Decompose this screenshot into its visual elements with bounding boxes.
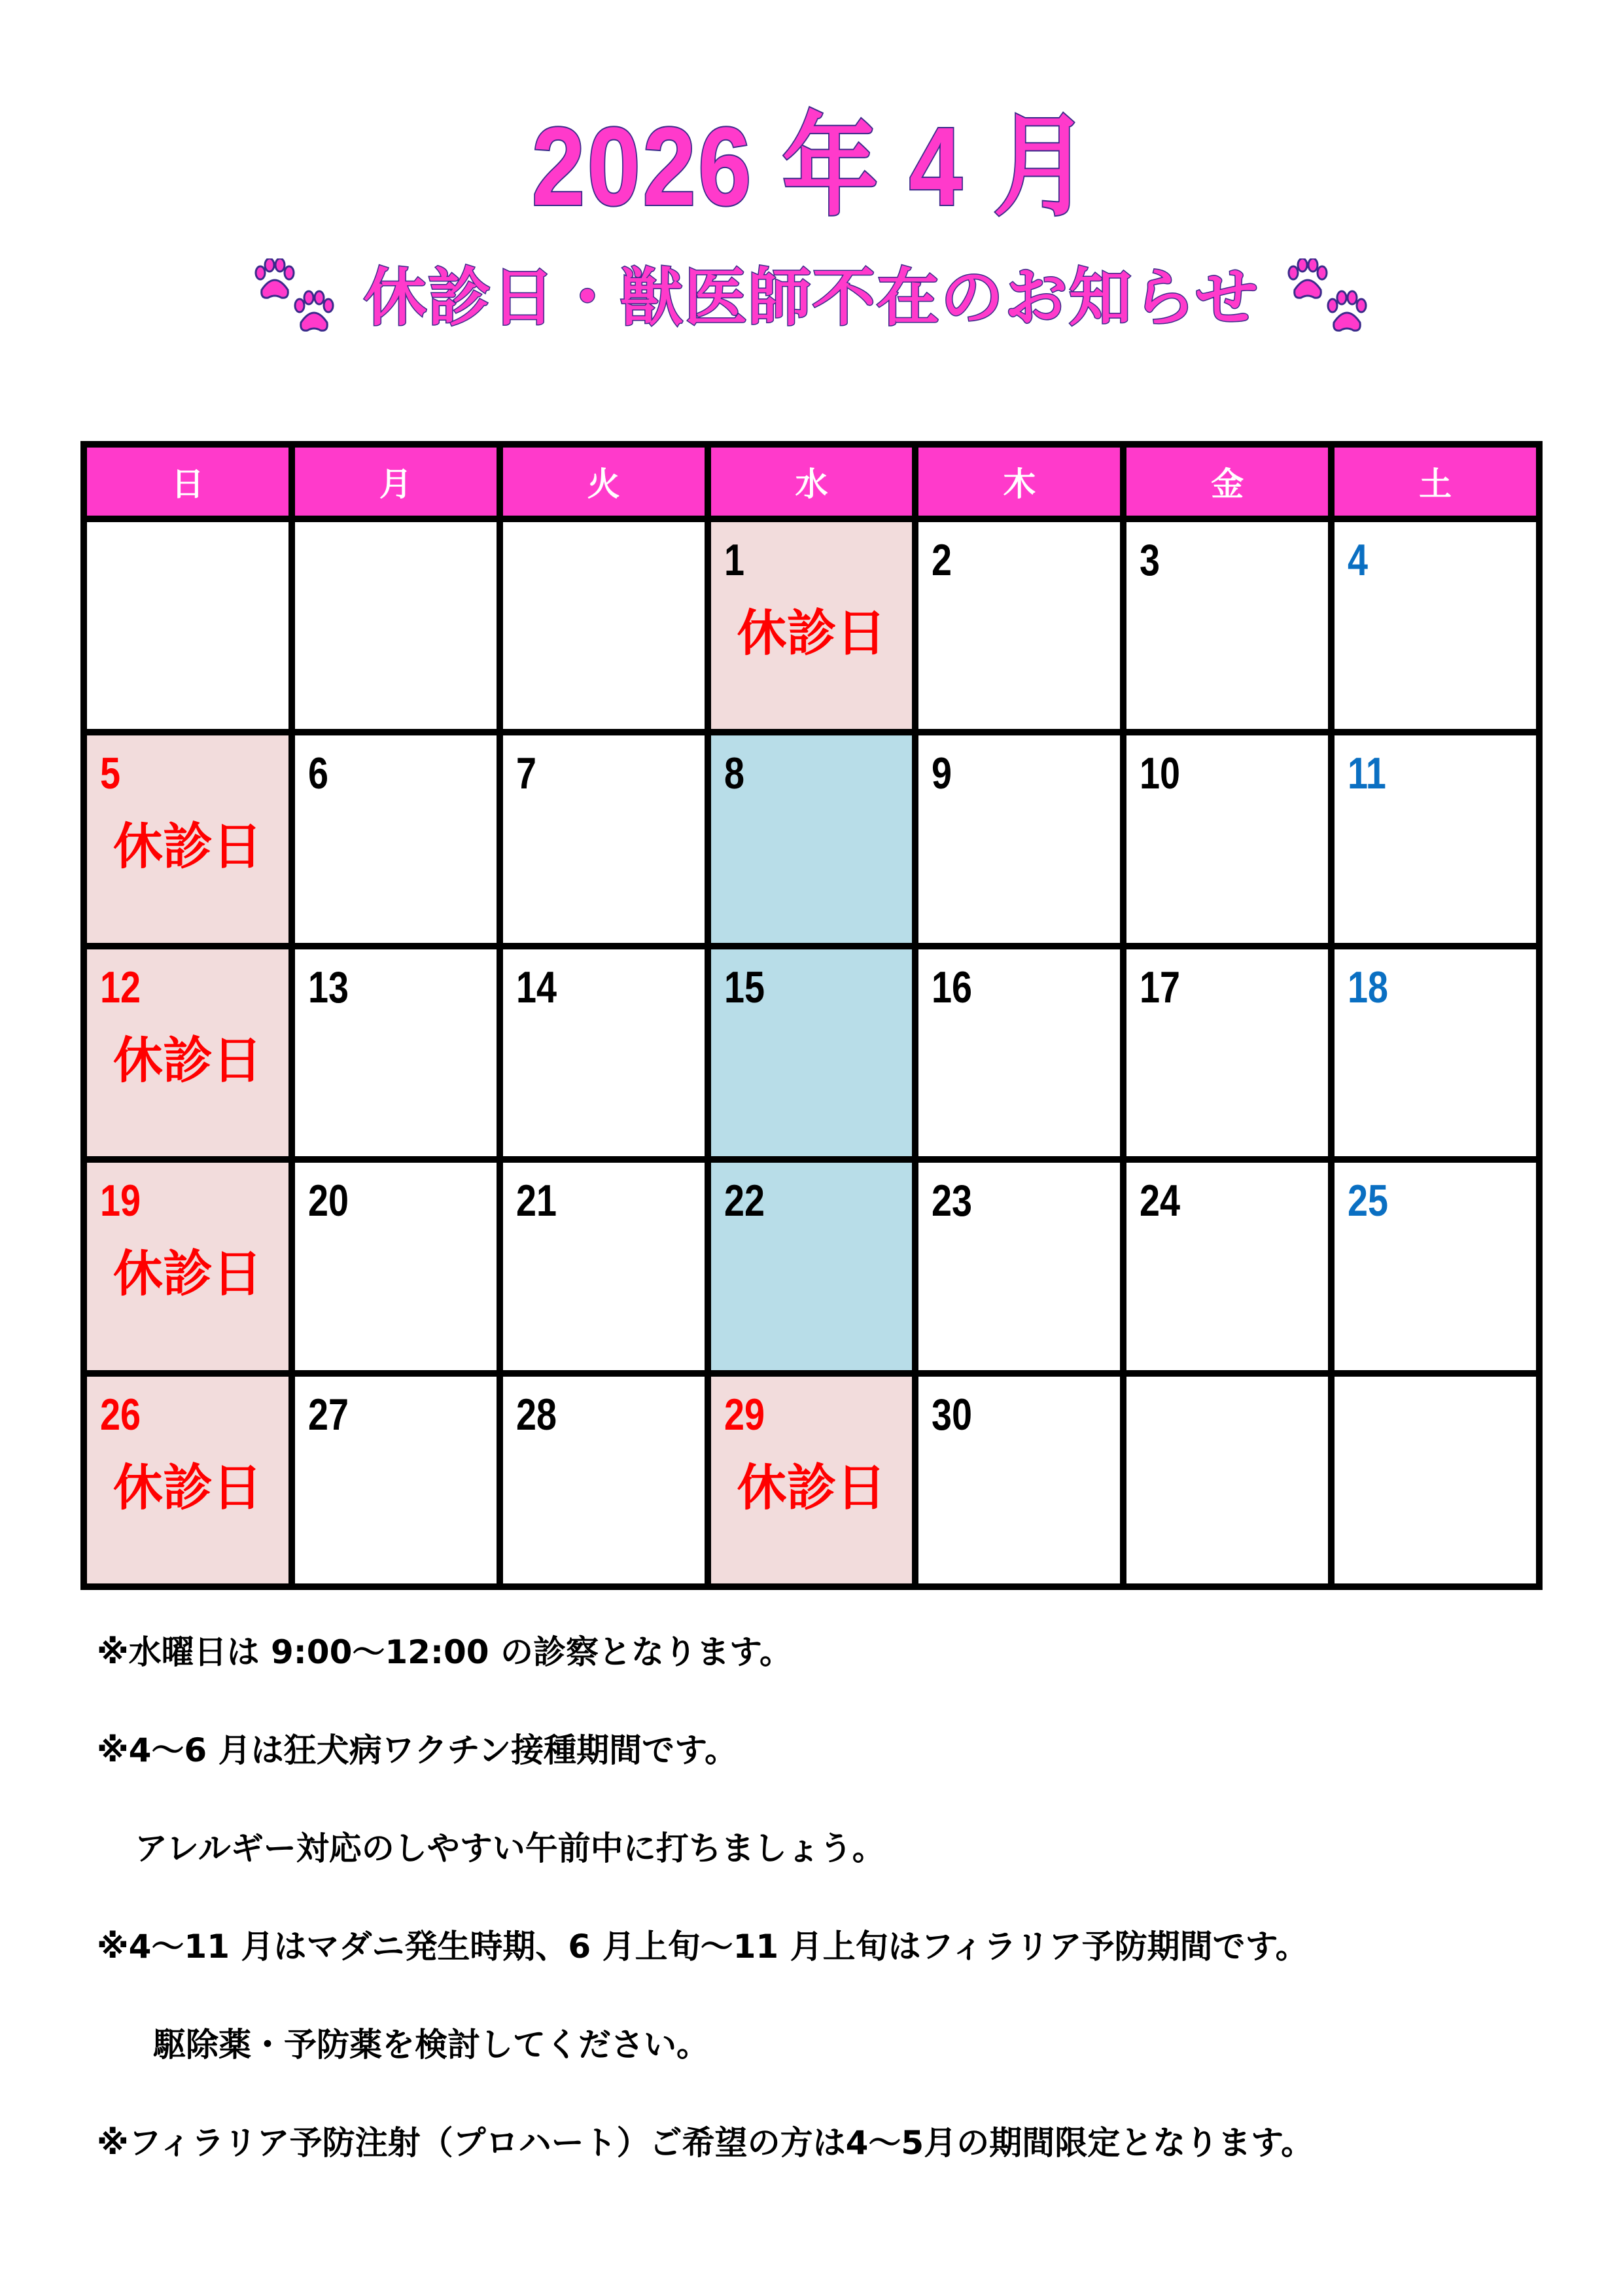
day-number: 16 [932,962,973,1012]
calendar-day-cell [711,1163,913,1369]
day-number: 3 [1140,535,1161,585]
calendar-day-cell [1126,949,1328,1156]
day-number: 22 [724,1176,765,1226]
page-subtitle: 休診日・獣医師不在のお知らせ [363,261,1260,334]
weekday-header-fri: 金 [1126,448,1328,516]
day-number: 9 [932,749,952,799]
calendar-day-cell [918,1163,1120,1369]
day-number: 25 [1348,1176,1389,1226]
subtitle-row [0,252,1623,344]
day-number: 2 [932,535,952,585]
day-number: 5 [100,749,121,799]
day-number: 1 [724,535,744,585]
calendar-day-cell [1126,735,1328,942]
weekday-header-sun: 日 [87,448,288,516]
closed-day-label: 休診日 [737,604,886,662]
calendar-day-cell [503,1163,705,1369]
note-line: ※4～11 月はマダニ発生時期、6 月上旬～11 月上旬はフィラリア予防期間です。 [97,1928,1308,1966]
note-line: アレルギー対応のしやすい午前中に打ちましょう。 [135,1829,885,1867]
closed-day-label: 休診日 [113,1245,262,1303]
day-number: 6 [307,749,328,799]
day-number: 14 [515,962,557,1012]
weekday-header-sat: 土 [1335,448,1536,516]
day-number: 4 [1348,535,1369,585]
calendar-empty-cell [1335,1377,1536,1583]
calendar-day-cell [918,522,1120,729]
day-number: 23 [932,1176,973,1226]
calendar-day-cell [503,1377,705,1583]
calendar-day-cell [295,735,497,942]
note-line: ※水曜日は 9:00～12:00 の診察となります。 [97,1633,792,1671]
calendar-day-cell [711,735,913,942]
calendar-empty-cell [503,522,705,729]
calendar-day-cell [87,1163,288,1369]
day-number: 20 [307,1176,349,1226]
calendar-day-cell [87,949,288,1156]
calendar-day-cell [1126,1163,1328,1369]
day-number: 19 [100,1176,141,1226]
calendar-day-cell [87,735,288,942]
day-number: 10 [1140,749,1181,799]
day-number: 17 [1140,962,1181,1012]
calendar-day-cell [295,1163,497,1369]
calendar-day-cell [711,522,913,729]
day-number: 30 [932,1389,973,1439]
calendar-day-cell [918,1377,1120,1583]
paw-prints-icon [253,258,338,337]
calendar-empty-cell [87,522,288,729]
note-line: ※4～6 月は狂犬病ワクチン接種期間です。 [97,1731,738,1769]
notes-section [97,1603,1569,2192]
calendar-day-cell [503,735,705,942]
day-number: 28 [515,1389,557,1439]
day-number: 12 [100,962,141,1012]
weekday-header-wed: 水 [711,448,913,516]
calendar-day-cell [918,949,1120,1156]
weekday-header-mon: 月 [295,448,497,516]
calendar-day-cell [295,949,497,1156]
closed-day-label: 休診日 [113,817,262,876]
day-number: 29 [724,1389,765,1439]
calendar-day-cell [918,735,1120,942]
paw-prints-icon [1285,258,1370,337]
day-number: 18 [1348,962,1389,1012]
page-title: 2026 年 4 月 [531,105,1092,229]
day-number: 13 [307,962,349,1012]
day-number: 21 [515,1176,557,1226]
calendar-day-cell [1335,522,1536,729]
day-number: 15 [724,962,765,1012]
calendar-day-cell [295,1377,497,1583]
day-number: 7 [515,749,536,799]
calendar-day-cell [711,949,913,1156]
closed-day-label: 休診日 [737,1458,886,1517]
note-line: ※フィラリア予防注射（プロハート）ご希望の方は4～5月の期間限定となります。 [97,2124,1314,2162]
calendar-empty-cell [295,522,497,729]
calendar-day-cell [1335,1163,1536,1369]
calendar-day-cell [711,1377,913,1583]
day-number: 24 [1140,1176,1181,1226]
closed-day-label: 休診日 [113,1458,262,1517]
calendar-grid [80,441,1543,1590]
note-line: 駆除薬・予防薬を検討してください。 [153,2026,709,2064]
day-number: 27 [307,1389,349,1439]
calendar-day-cell [503,949,705,1156]
day-number: 11 [1348,749,1387,799]
calendar-empty-cell [1126,1377,1328,1583]
weekday-header-tue: 火 [503,448,705,516]
day-number: 26 [100,1389,141,1439]
calendar-day-cell [1335,735,1536,942]
weekday-header-thu: 木 [918,448,1120,516]
calendar-day-cell [87,1377,288,1583]
calendar-day-cell [1335,949,1536,1156]
day-number: 8 [724,749,744,799]
closed-day-label: 休診日 [113,1031,262,1089]
calendar-day-cell [1126,522,1328,729]
